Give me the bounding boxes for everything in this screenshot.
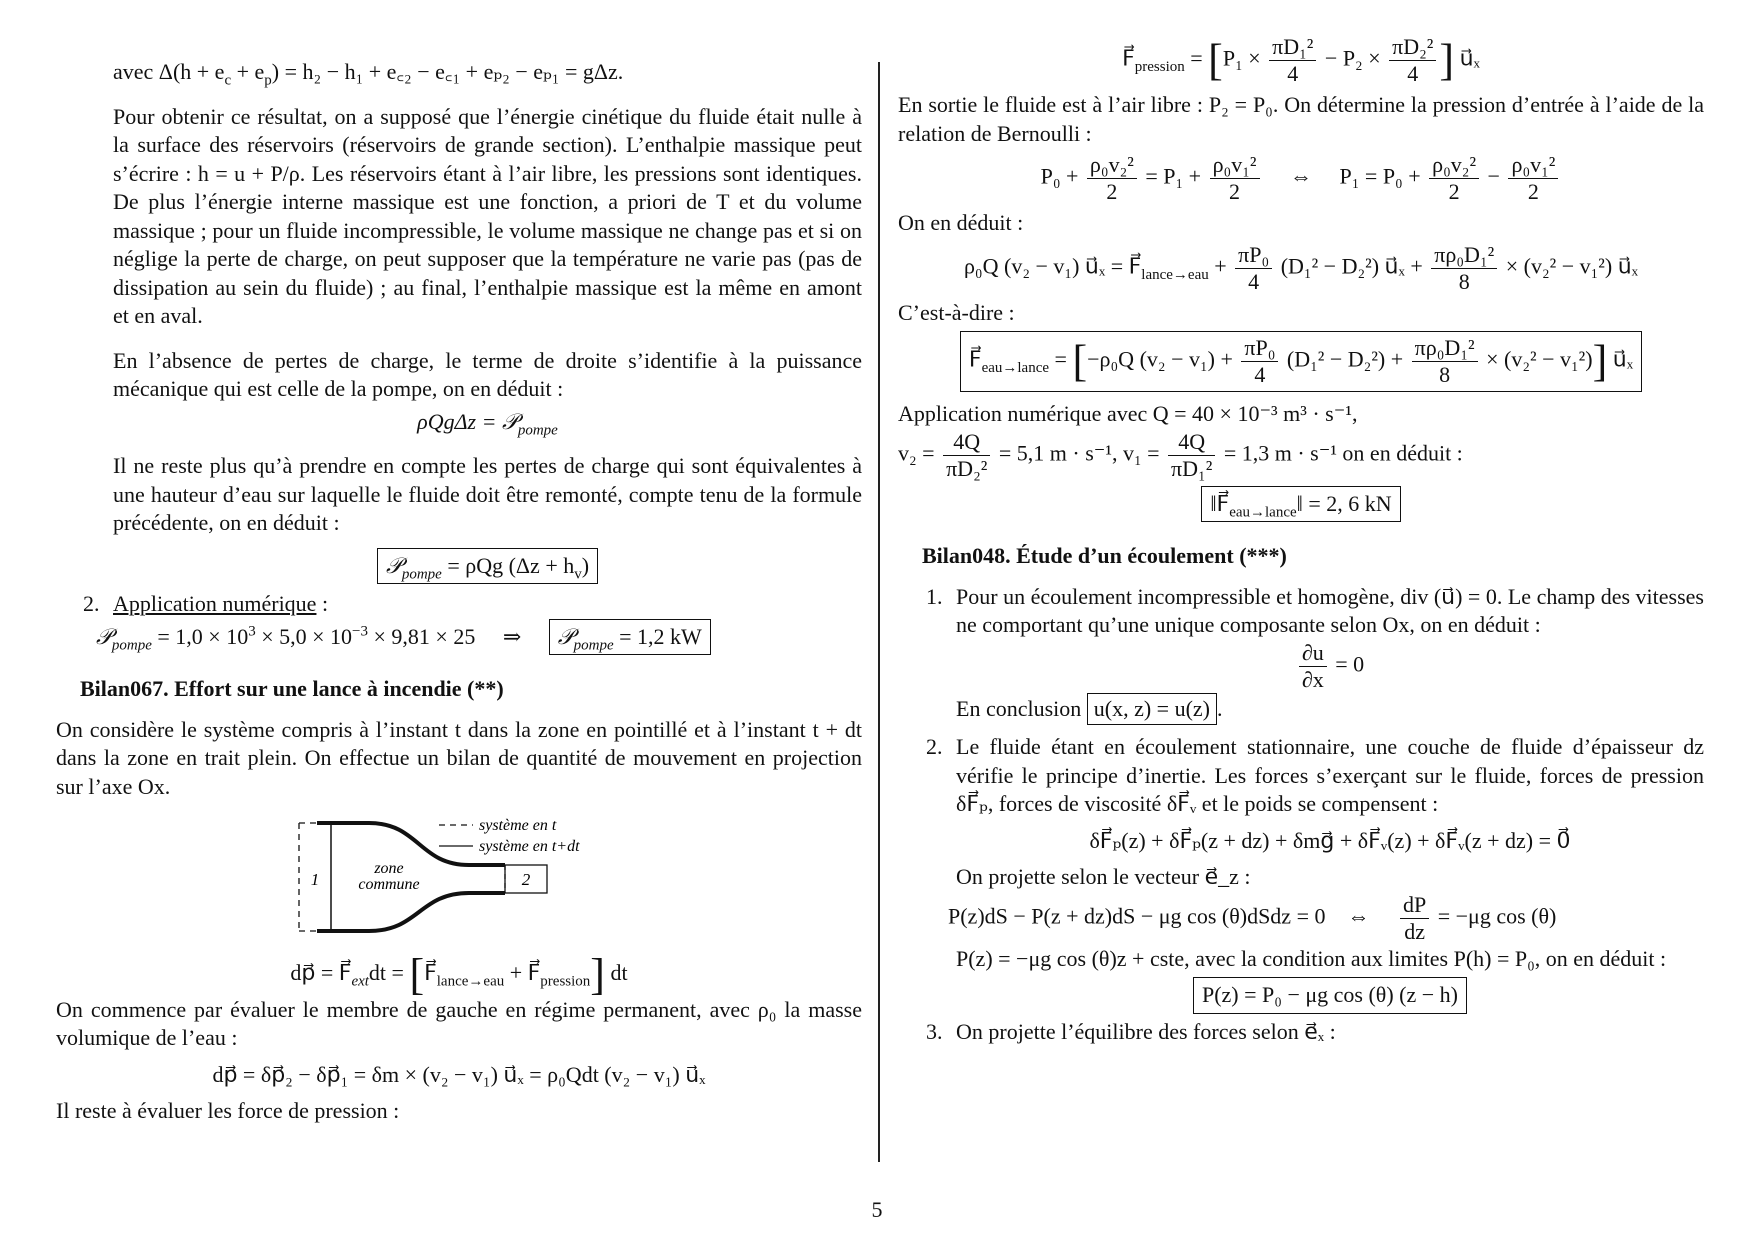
list-item-1: 1. Pour un écoulement incompressible et homogène, div (u⃗) = 0. Le champ des vitesses ne comportant qu’une unique composante selon Ox, on en déduit : [926, 583, 1704, 637]
paragraph-c-est-a-dire: C’est-à-dire : [898, 299, 1015, 325]
nozzle-diagram [269, 813, 649, 953]
equation-pression-z: P(z) = P₀ − μg cos (θ) (z − h) [898, 977, 1704, 1014]
equation-quantite-mouvement: dp⃗ = $F⃗_{ext}dt$ = [$F⃗_{lance\to eau}$ + $F⃗_{pression}$] dt [290, 949, 628, 999]
equation-vitesses: v₂ = $\frac{4Q}{\text{πD₂²}}$ = 5,1 m · s⁻¹, v₁ = $\frac{4Q}{\text{πD₁²}}$ = 1,3 m · s⁻¹ on en déduit : [898, 428, 1463, 481]
paragraph-bernoulli: En sortie le fluide est à l’air libre : P₂ = P₀. On détermine la pression d’entrée à l’aide de la relation de Bernoulli : [898, 92, 1704, 146]
section-heading-bilan048: Bilan048. Étude d’un écoulement (***) [922, 543, 1287, 568]
paragraph-on-en-deduit: On en déduit : [898, 210, 1024, 235]
paragraph-hypothesis: Pour obtenir ce résultat, on a supposé que l’énergie cinétique du fluide était nulle à la surface des réservoirs (réservoirs de grande section). L’enthalpie massique peut s’écrire : h = u + P/ρ. Les réservoirs étant à l’air libre, les pressions sont identiques. De plus l’énergie interne massique est une fonction, a priori de T et du volume massique ; pour un fluide incompressible, le volume massique ne change pas et si on néglige la perte de charge, on peut supposer que la température ne varie pas (pas de dissipation au sein du fluide) ; au final, l’enthalpie massique est la même en amont et en aval. [113, 103, 862, 328]
figure-label-2: 2 [521, 870, 531, 889]
zone-label-2: commune [358, 876, 420, 893]
equation-f-eau-lance: $F⃗_{eau\to lance} = [-\rho_0Q$ (v₂ − v₁) + $\frac{\text{πP₀}}{4}$ (D₁² − D₂²) + $\frac{\text{πρ₀D₁²}}{8}$ × (v₂² − v₁²)] u⃗ₓ [898, 331, 1704, 392]
list-item-2-right: 2. Le fluide étant en écoulement stationnaire, une couche de fluide d’épaisseur dz vérifie le principe d’inertie. Les forces s’exerçant sur le fluide, forces de pression δF⃗ₚ, forces de viscosité δF⃗ᵥ et le poids se compensent : [926, 734, 1704, 816]
nozzle-figure [269, 813, 649, 953]
paragraph-hauteur: Il ne reste plus qu’à prendre en compte les pertes de charge qui sont équivalentes à une hauteur d’eau sur laquelle le fluide doit être remonté, compte tenu de la formule précédente, on en déduit : [113, 453, 862, 535]
paragraph-condition-limites: P(z) = −μg cos (θ)z + cste, avec la condition aux limites P(h) = P₀, on en déduit : [956, 945, 1667, 971]
equation-application: 𝒫$_{pompe}$ = $1,0 \times 10^3 \times 5,0 \times 10^{-3} \times 9,81 \times 25$ ⇒ 𝒫$_{pompe}$ = 1,2 kW [56, 619, 862, 656]
equation-forces-sum: δF⃗ₚ(z) + δF⃗ₚ(z + dz) + δmg⃗ + δF⃗ᵥ(z) + δF⃗ᵥ(z + dz) = 0⃗ [1089, 827, 1571, 853]
equation-projection-z: P(z)dS − P(z + dz)dS − μg cos (θ)dSdz = 0 ⇔ $\frac{dP}{dz}$ = −μg cos (θ) [948, 891, 1557, 944]
legend-system-tdt: système en t+dt [479, 838, 580, 855]
paragraph-projection-z: On projette selon le vecteur e⃗_z : [956, 864, 1251, 889]
paragraph-force-pression: Il reste à évaluer les force de pression : [56, 1098, 400, 1123]
left-column [56, 58, 862, 1126]
nozzle-bottom-wall [317, 893, 505, 931]
paragraph-application-q: Application numérique avec Q = 40 × 10⁻³ m³ · s⁻¹, [898, 401, 1358, 426]
equation-puissance-result: 𝒫$_{pompe}$ = ρQg $(\Delta z + h_v)$ [56, 548, 862, 585]
equation-bernoulli: P₀ + $\frac{\text{ρ₀v₂²}}{2}$ = P₁ + $\frac{\text{ρ₀v₁²}}{2}$ ⇔ P₁ = P₀ + $\frac{\text{ρ₀v₂²}}{2}$ − $\frac{\text{ρ₀v₁²}}{2}$ [898, 152, 1704, 205]
page-number: 5 [871, 1197, 883, 1222]
paragraph-membre-gauche: On commence par évaluer le membre de gauche en régime permanent, avec ρ₀ la masse volumique de l’eau : [56, 996, 862, 1050]
nozzle-top-wall [317, 823, 505, 865]
list-item-3: 3. On projette l’équilibre des forces selon e⃗ₓ : [926, 1018, 1336, 1044]
section-heading-bilan067: Bilan067. Effort sur une lance à incendie (**) [80, 676, 504, 701]
equation-delta-h: avec $\Delta(h + e_c + e_p) = h_2 - h_1$ + e꜀₂ − e꜀₁ + eₚ₂ − eₚ₁ = gΔz. [113, 59, 624, 89]
equation-f-pression: $F⃗_{pression} = [P_1$ × $\frac{\text{πD₁²}}{4}$ − P₂ × $\frac{\text{πD₂²}}{4}$ ] u⃗ₓ [1122, 34, 1480, 86]
legend-system-t: système en t [479, 817, 557, 834]
figure-label-1: 1 [310, 870, 320, 889]
equation-du-dx: $\frac{\partial u}{\partial x}$ = 0 [898, 640, 1704, 693]
list-item-2: 2. Application numérique : [83, 591, 329, 616]
paragraph-pertes: En l’absence de pertes de charge, le terme de droite s’identifie à la puissance mécanique qui est celle de la pompe, on en déduit : [113, 347, 862, 401]
equation-puissance: ρQgΔz = 𝒫$_{pompe}$ [417, 408, 558, 438]
zone-label-1: zone [374, 860, 404, 877]
equation-bilan-lance: ρ₀Q (v₂ − v₁) u⃗ₓ = $F⃗_{lance\to eau}$ + $\frac{\text{πP₀}}{4}$ (D₁² − D₂²) u⃗ₓ + $\frac{\text{πρ₀D₁²}}{8}$ × (v₂² − v₁²) u⃗ₓ [963, 241, 1639, 294]
right-column [898, 30, 1704, 1046]
equation-dp: dp⃗ = δp⃗₂ − δp⃗₁ = δm × (v₂ − v₁) u⃗ₓ = ρ₀Qdt (v₂ − v₁) u⃗ₓ [212, 1061, 706, 1087]
column-divider [878, 62, 880, 1162]
equation-force-result: $‖F⃗_{eau\to lance}‖ = 2$, 6 kN [898, 486, 1704, 523]
paragraph-systeme: On considère le système compris à l’instant t dans la zone en pointillé et à l’instant t + dt dans la zone en trait plein. On effectue un bilan de quantité de mouvement en projection sur l’axe Ox. [56, 716, 862, 799]
conclusion-u: En conclusion u(x, z) = u(z) . [898, 693, 1704, 726]
